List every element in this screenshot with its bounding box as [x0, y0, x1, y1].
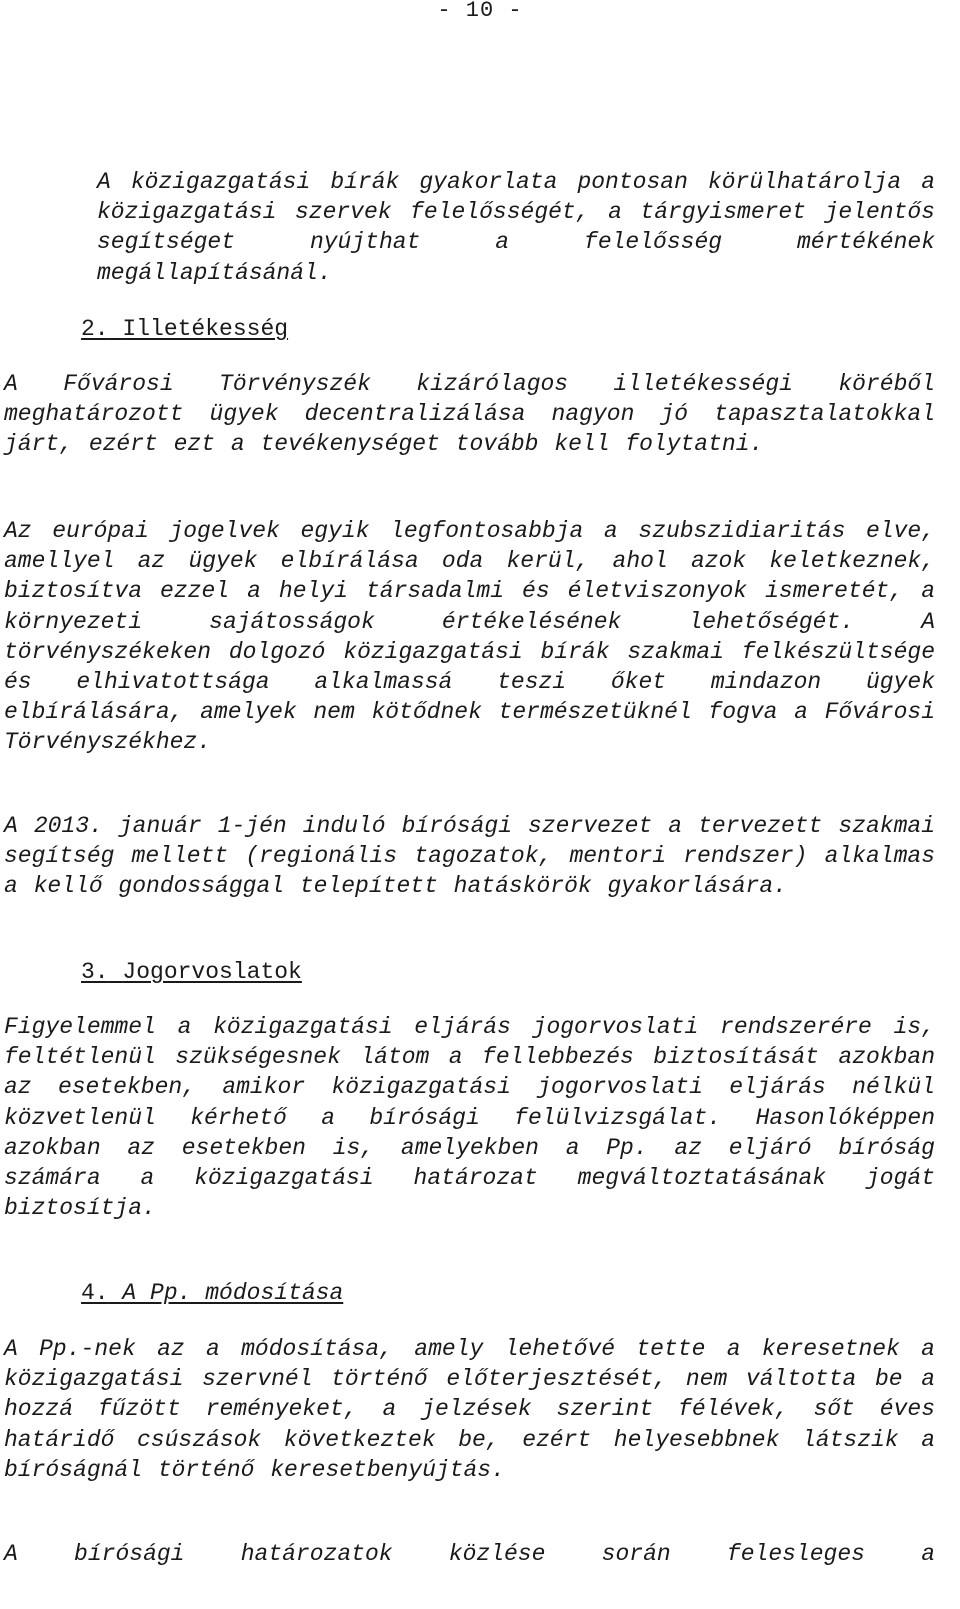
paragraph-pp-amendment: A Pp.-nek az a módosítása, amely lehetővé tette a keresetnek a közigazgatási szervnél történő előterjesztését, nem váltotta be a hozzá fűzött reményeket, a jelzések szerint félévek, sőt éves határidő csúszások következtek be, ezért helyesebbnek látszik a bíróságnál történő keresetbenyújtás. — [4, 1336, 935, 1483]
paragraph-appeal-system: Figyelemmel a közigazgatási eljárás jogorvoslati rendszerére is, feltétlenül szükségesnek látom a fellebbezés biztosítását azokban az esetekben, amikor közigazgatási jogorvoslati eljárás nélkül közvetlenül kérhető a bírósági felülvizsgálat. Hasonlóképpen azokban az esetekben is, amelyekben a Pp. az eljáró bíróság számára a közigazgatási határozat megváltoztatásának jogát biztosítja. — [4, 1014, 935, 1222]
heading-jurisdiction — [81, 314, 288, 344]
paragraph-court-decisions: A bírósági határozatok közlése során felesleges a — [4, 1541, 935, 1567]
heading-title: Illetékesség — [122, 316, 289, 342]
heading-number: 2. — [81, 316, 109, 342]
heading-legal-remedies — [81, 957, 302, 987]
paragraph-judges-practice: A közigazgatási bírák gyakorlata pontosan körülhatárolja a közigazgatási szervek felelősségét, a tárgyismeret jelentős segítséget nyújthat a felelősség mértékének megállapításánál. — [97, 169, 935, 286]
paragraph-court-organization-2013: A 2013. január 1-jén induló bírósági szervezet a tervezett szakmai segítség mellett (regionális tagozatok, mentori rendszer) alkalmas a kellő gondossággal telepített hatáskörök gyakorlására. — [4, 813, 935, 900]
paragraph-metropolitan-court: A Fővárosi Törvényszék kizárólagos illetékességi köréből meghatározott ügyek decentralizálása nagyon jó tapasztalatokkal járt, ezért ezt a tevékenységet tovább kell folytatni. — [4, 371, 935, 458]
paragraph-subsidiarity: Az európai jogelvek egyik legfontosabbja a szubszidiaritás elve, amellyel az ügyek elbírálása oda kerül, ahol azok keletkeznek, biztosítva ezzel a helyi társadalmi és életviszonyok ismeretét, a környezeti sajátosságok értékelésének lehetőségét. A törvényszékeken dolgozó közigazgatási bírák szakmai felkészültsége és elhivatottsága alkalmassá teszi őket mindazon ügyek elbírálására, amelyek nem kötődnek természetüknél fogva a Fővárosi Törvényszékhez. — [4, 518, 935, 756]
heading-number: 4. — [81, 1280, 109, 1306]
heading-number: 3. — [81, 959, 109, 985]
heading-pp-amendment — [81, 1278, 343, 1308]
page-number: - 10 - — [437, 0, 523, 23]
heading-title: A Pp. módosítása — [122, 1280, 344, 1306]
heading-title: Jogorvoslatok — [122, 959, 302, 985]
